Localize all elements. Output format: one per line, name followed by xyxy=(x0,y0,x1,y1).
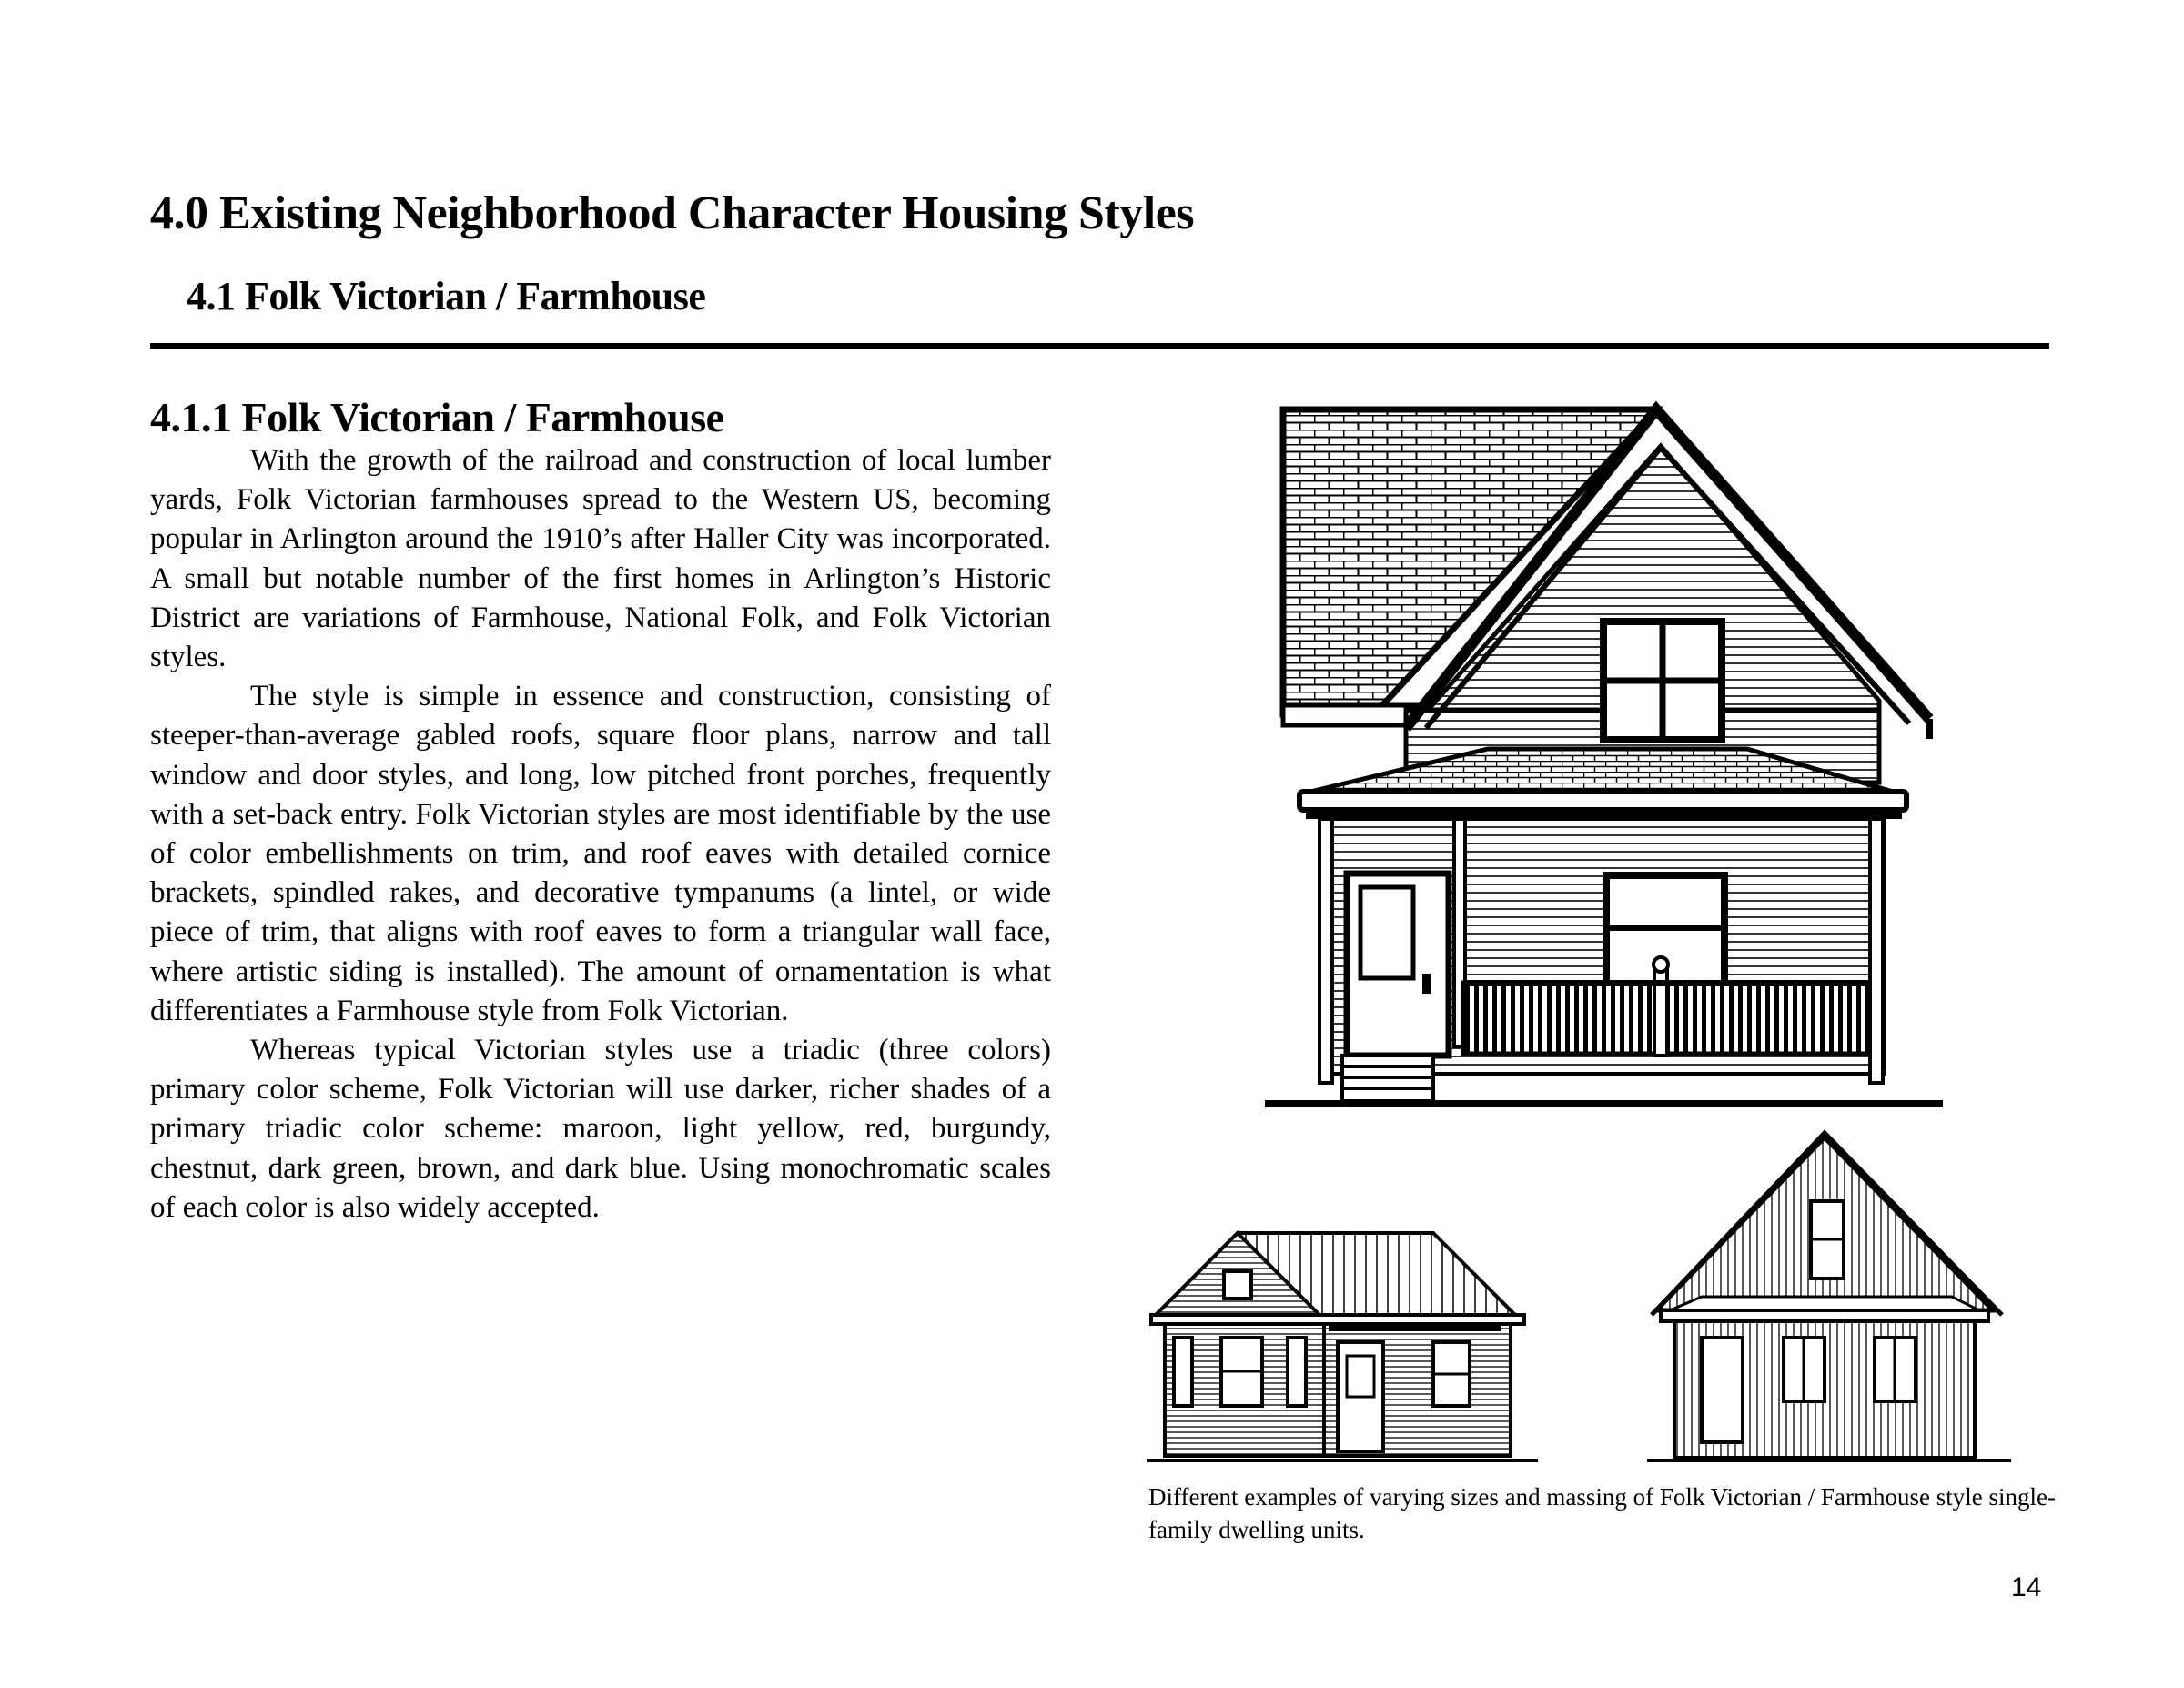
paragraph-1: With the growth of the railroad and construction of local lumber yards, Folk Victorian farmhouses spread to the Western US, becoming popular in Arlington around the 1910’s after Haller City was incorporated. A small but notable number of the first homes in Arlington’s Historic District are variations of Farmhouse, National Folk, and Folk Victorian styles. xyxy=(150,444,1051,674)
page-heading: 4.0 Existing Neighborhood Character Housing Styles xyxy=(150,187,1195,239)
heading-divider xyxy=(150,343,2049,349)
farmhouse-elevation-drawing xyxy=(1256,400,1947,1128)
section-subheading: 4.1 Folk Victorian / Farmhouse xyxy=(187,274,706,318)
page-number: 14 xyxy=(2011,1572,2042,1602)
subsection-title: 4.1.1 Folk Victorian / Farmhouse xyxy=(150,394,724,440)
cottage-elevation-drawing xyxy=(1147,1224,1538,1479)
gable-cottage-elevation-drawing xyxy=(1647,1128,2011,1474)
paragraph-2: The style is simple in essence and construction, consisting of steeper-than-average gabled roofs, square floor plans, narrow and tall window and door styles, and long, low pitched front porches, frequently with a set-back entry. Folk Victorian styles are most identifiable by the use of color embellishments on trim, and roof eaves with detailed cornice brackets, spindled rakes, and decorative tympanums (a lintel, or wide piece of trim, that aligns with roof eaves to form a triangular wall face, where artistic siding is installed). The amount of ornamentation is what differentiates a Farmhouse style from Folk Victorian. xyxy=(150,680,1051,1027)
body-text xyxy=(150,441,1051,1228)
paragraph-3: Whereas typical Victorian styles use a triadic (three colors) primary color scheme, Folk Victorian will use darker, richer shades of a primary triadic color scheme: maroon, light yellow, red, burgundy, chestnut, dark green, brown, and dark blue. Using monochromatic scales of each color is also widely accepted. xyxy=(150,1034,1051,1224)
figure-caption: Different examples of varying sizes and massing of Folk Victorian / Farmhouse style single-family dwelling units. xyxy=(1148,1483,2056,1543)
